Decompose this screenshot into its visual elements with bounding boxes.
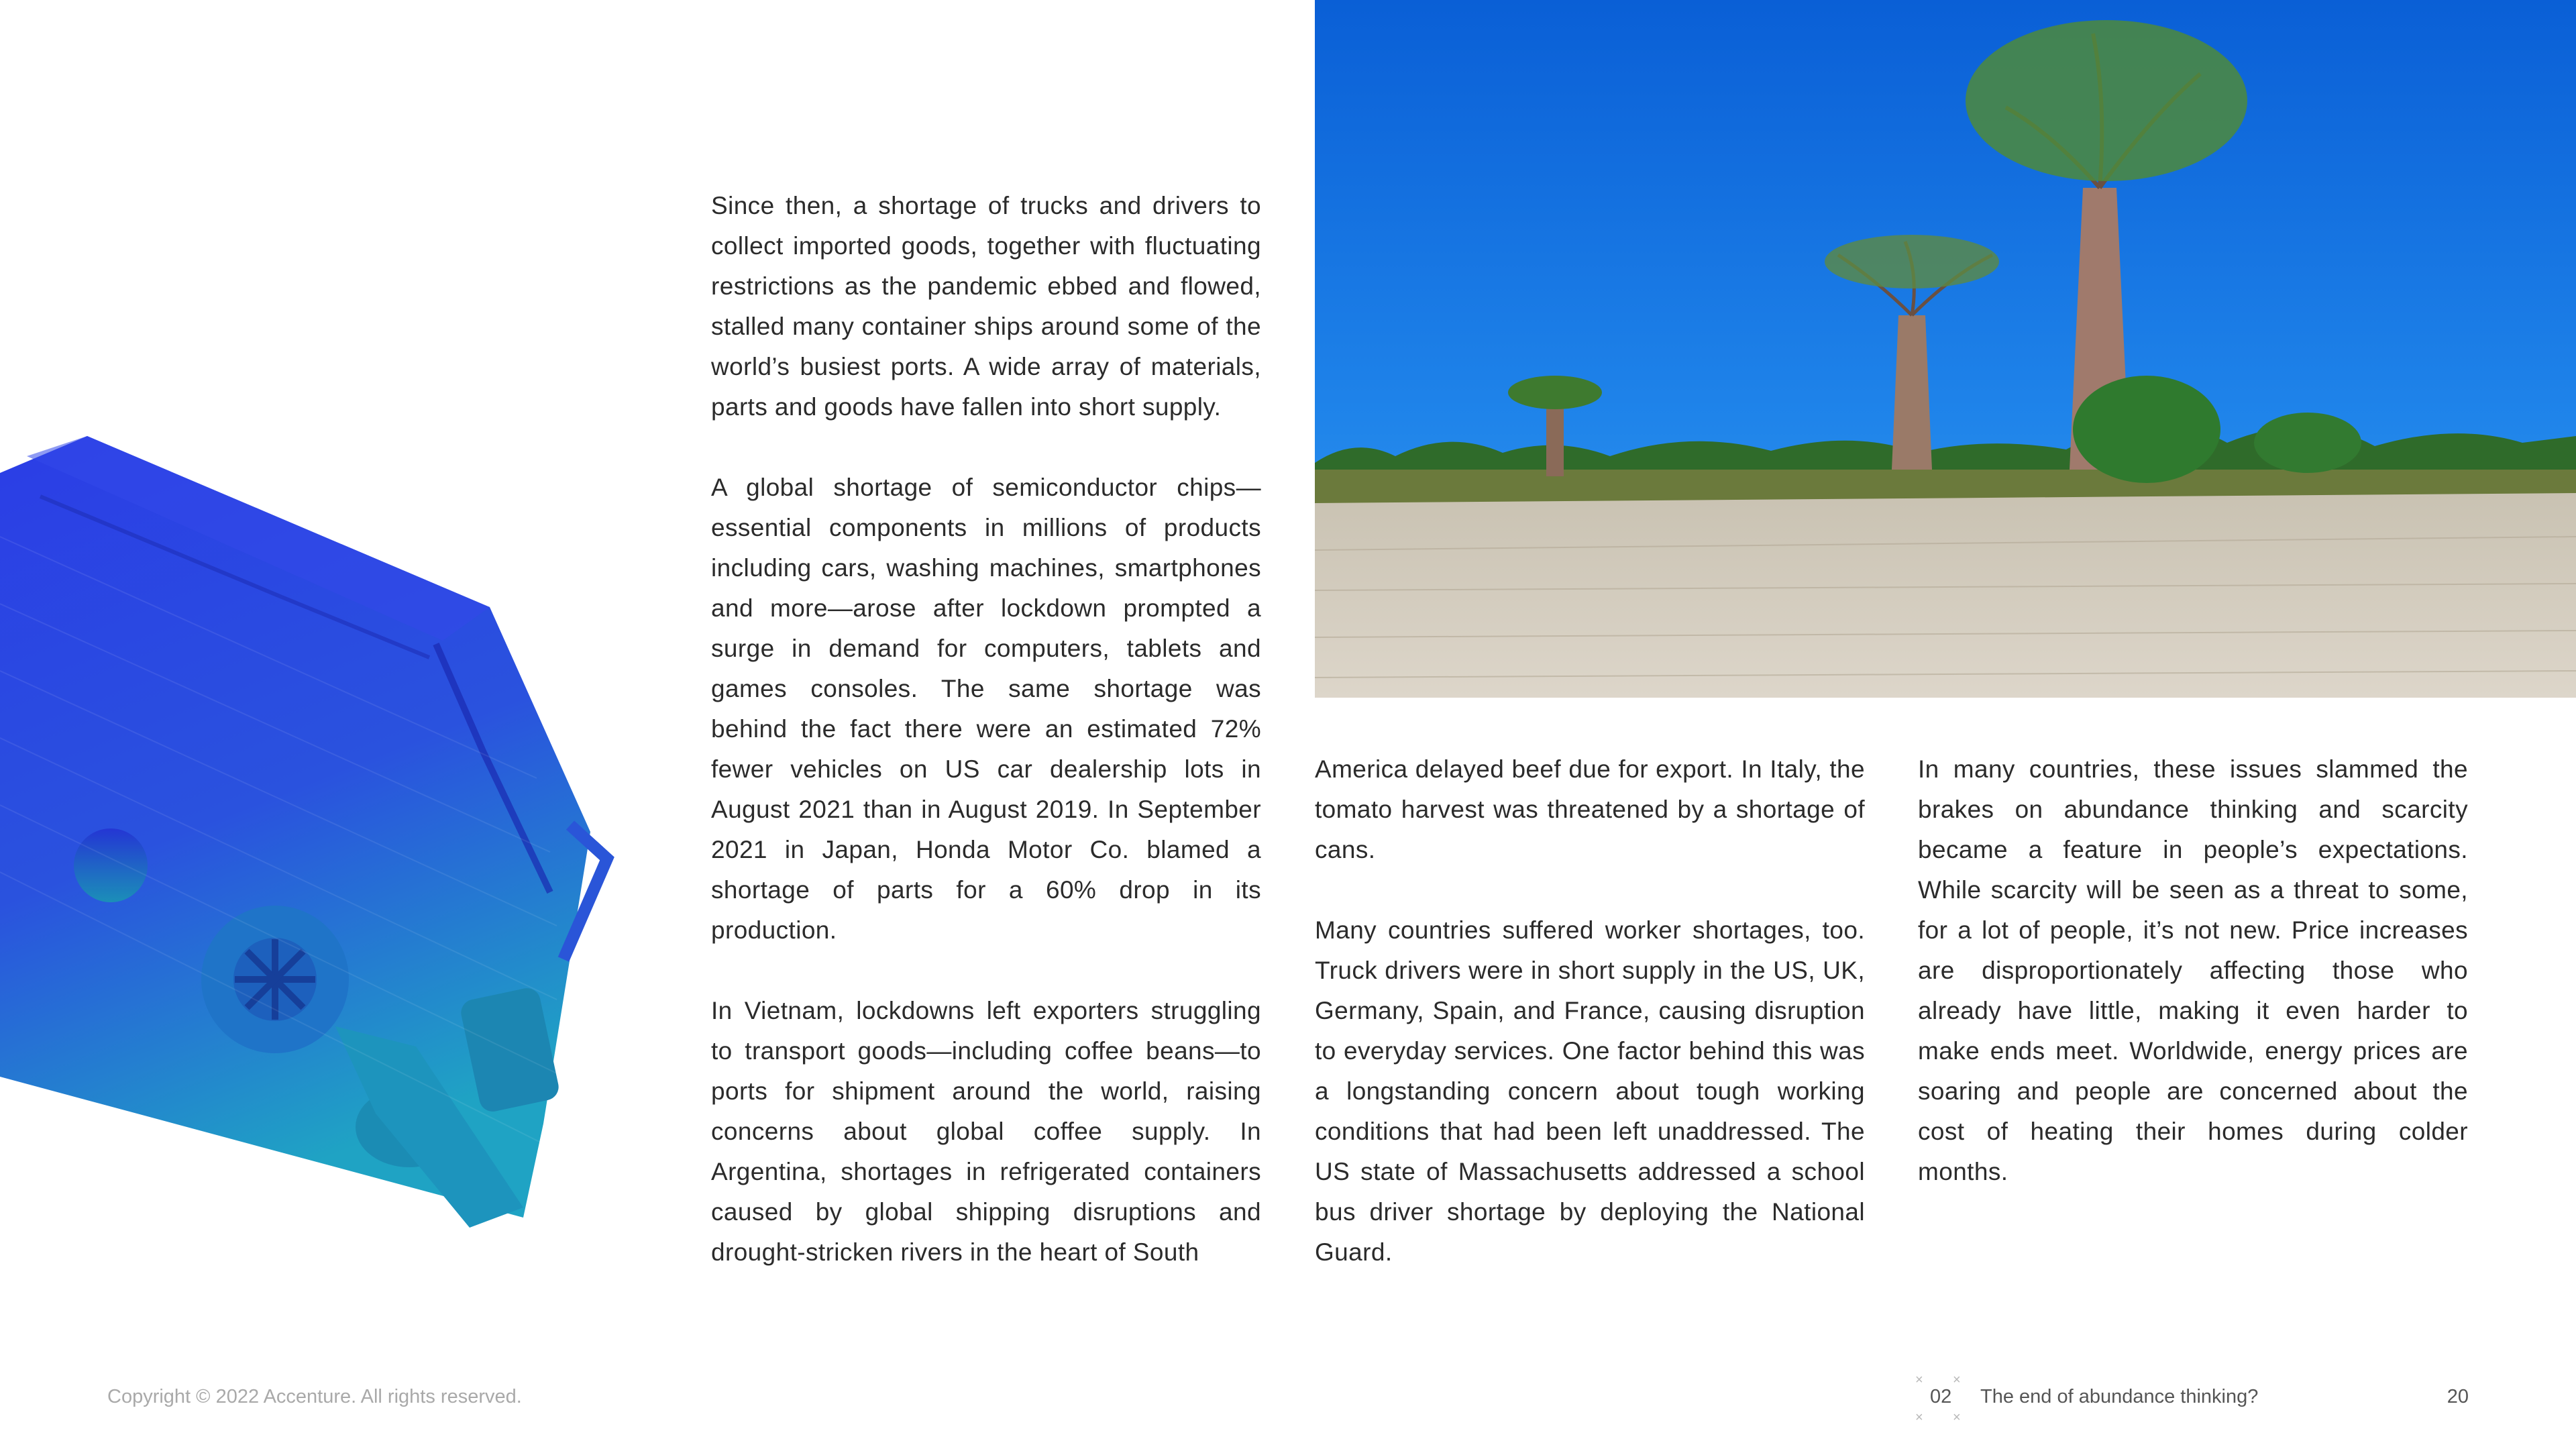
paragraph: In many countries, these issues slammed the brakes on abundance thinking and scarcity became a feature in people’s expectations. While scarcity will be seen as a threat to some, for a lot of people, it’s not new. Price increases are disproportionately affecting those who already have little, making it even harder to make ends meet. Worldwide, energy prices are soaring and people are concerned about the cost of heating their homes during colder months. (1918, 755, 2468, 1185)
decorative-x-icon: × (1915, 1410, 1923, 1425)
section-title: The end of abundance thinking? (1980, 1386, 2259, 1407)
paragraph: Since then, a shortage of trucks and drivers to collect imported goods, together with fluctuating restrictions as the pandemic ebbed and flowed, stalled many container ships around some of the world’s busiest ports. A wide array of materials, parts and goods have fallen into short supply. (711, 192, 1261, 421)
text-column-1 (711, 186, 1261, 1273)
decorative-x-icon: × (1953, 1410, 1961, 1425)
paragraph: America delayed beef due for export. In Italy, the tomato harvest was threatened by a shortage of cans. (1315, 755, 1865, 863)
truck-illustration (0, 402, 631, 1234)
baobab-landscape-photo (1315, 0, 2576, 698)
text-column-2 (1315, 749, 1865, 1273)
paragraph: Many countries suffered worker shortages, too. Truck drivers were in short supply in the US, UK, Germany, Spain, and France, causing disruption to everyday services. One factor behind this was a longstanding concern about tough working conditions that had been left unaddressed. The US state of Massachusetts addressed a school bus driver shortage by deploying the National Guard. (1315, 916, 1865, 1266)
decorative-x-icon: × (1953, 1373, 1961, 1387)
text-column-3 (1918, 749, 2468, 1192)
paragraph: A global shortage of semiconductor chips—essential components in millions of products including cars, washing machines, smartphones and more—arose after lockdown prompted a surge in demand for computers, tablets and games consoles. The same shortage was behind the fact there were an estimated 72% fewer vehicles on US car dealership lots in August 2021 than in August 2019. In September 2021 in Japan, Honda Motor Co. blamed a shortage of parts for a 60% drop in its production. (711, 474, 1261, 944)
section-number: 02 (1930, 1386, 1952, 1407)
page-number: 20 (2447, 1386, 2469, 1407)
paragraph: In Vietnam, lockdowns left exporters struggling to transport goods—including coffee beans—to ports for shipment around the world, raising concerns about global coffee supply. In Argentina, shortages in refrigerated containers caused by global shipping disruptions and drought-stricken rivers in the heart of South (711, 997, 1261, 1266)
decorative-x-icon: × (1915, 1373, 1923, 1387)
copyright-notice: Copyright © 2022 Accenture. All rights reserved. (107, 1386, 522, 1407)
